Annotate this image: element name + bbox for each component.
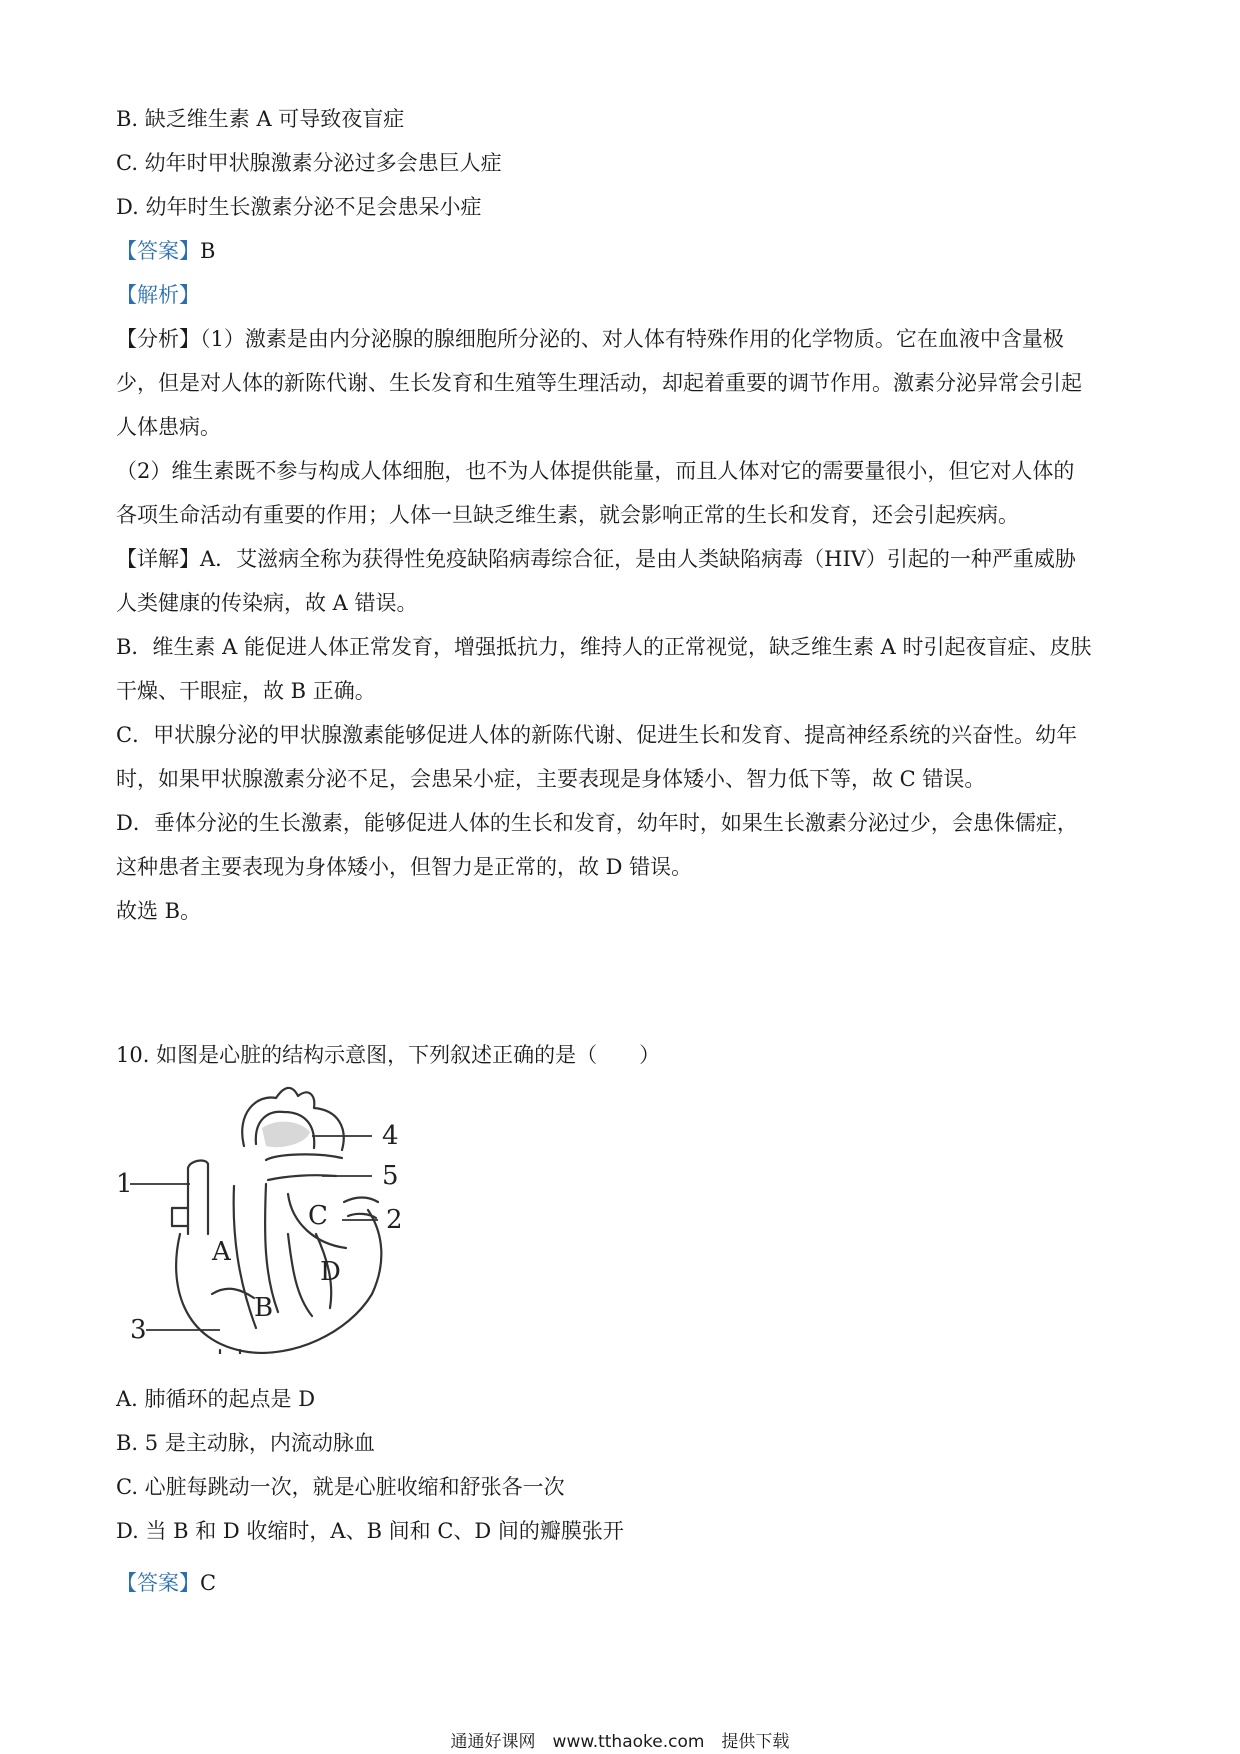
detail-c-line1: C．甲状腺分泌的甲状腺激素能够促进人体的新陈代谢、促进生长和发育、提高神经系统的兴奋性。幼年 — [116, 723, 1078, 747]
q10-stem: 10. 如图是心脏的结构示意图，下列叙述正确的是（ ） — [116, 1043, 661, 1067]
fenxi-text: （1）激素是由内分泌腺的腺细胞所分泌的、对人体有特殊作用的化学物质。它在血液中含量极 — [200, 327, 1064, 351]
label-4: 4 — [382, 1121, 399, 1151]
detail-a-text: A．艾滋病全称为获得性免疫缺陷病毒综合征，是由人类缺陷病毒（HIV）引起的一种严重威胁 — [200, 547, 1076, 571]
q10-option-c: C. 心脏每跳动一次，就是心脏收缩和舒张各一次 — [116, 1475, 565, 1499]
q9-answer — [116, 236, 1126, 266]
analysis-p1-line2: 少，但是对人体的新陈代谢、生长发育和生殖等生理活动，却起着重要的调节作用。激素分泌异常会引起 — [116, 371, 1082, 395]
answer-tag: 【答案】 — [116, 239, 200, 263]
analysis-p2-line1: （2）维生素既不参与构成人体细胞，也不为人体提供能量，而且人体对它的需要量很小，但它对人体的 — [116, 459, 1075, 483]
label-1: 1 — [116, 1169, 133, 1199]
detail-b-line2: 干燥、干眼症，故 B 正确。 — [116, 679, 376, 703]
detail-a-line2: 人类健康的传染病，故 A 错误。 — [116, 591, 418, 615]
heart-diagram — [116, 1084, 416, 1354]
analysis-conclusion: 故选 B。 — [116, 899, 202, 923]
heart-diagram-svg — [116, 1084, 416, 1354]
xiangjie-tag: 【详解】 — [116, 547, 200, 571]
analysis-tag: 【解析】 — [116, 283, 200, 307]
answer-tag: 【答案】 — [116, 1571, 200, 1595]
detail-d-line2: 这种患者主要表现为身体矮小，但智力是正常的，故 D 错误。 — [116, 855, 693, 879]
q10-option-b: B. 5 是主动脉，内流动脉血 — [116, 1431, 375, 1455]
analysis-heading — [116, 280, 1126, 310]
q10-option-d: D. 当 B 和 D 收缩时，A、B 间和 C、D 间的瓣膜张开 — [116, 1519, 624, 1543]
chamber-d-label: D — [320, 1257, 341, 1287]
detail-a-line1 — [116, 544, 1126, 574]
q9-option-c: C. 幼年时甲状腺激素分泌过多会患巨人症 — [116, 151, 502, 175]
q10-answer — [116, 1568, 1126, 1598]
label-3: 3 — [130, 1315, 147, 1345]
label-2: 2 — [386, 1205, 403, 1235]
detail-c-line2: 时，如果甲状腺激素分泌不足，会患呆小症，主要表现是身体矮小、智力低下等，故 C 错误。 — [116, 767, 986, 791]
page-footer: 通通好课网 www.tthaoke.com 提供下载 — [450, 1732, 790, 1752]
fenxi-tag: 【分析】 — [116, 327, 200, 351]
analysis-p2-line2: 各项生命活动有重要的作用；人体一旦缺乏维生素，就会影响正常的生长和发育，还会引起疾病。 — [116, 503, 1019, 527]
chamber-b-label: B — [254, 1293, 274, 1323]
answer-value: B — [200, 239, 216, 263]
q9-option-b: B. 缺乏维生素 A 可导致夜盲症 — [116, 107, 405, 131]
chamber-a-label: A — [212, 1237, 231, 1267]
analysis-p1-line3: 人体患病。 — [116, 415, 221, 439]
detail-b-line1: B．维生素 A 能促进人体正常发育，增强抵抗力，维持人的正常视觉，缺乏维生素 A 时引起夜盲症、皮肤 — [116, 635, 1092, 659]
q10-option-a: A. 肺循环的起点是 D — [116, 1387, 316, 1411]
answer-value: C — [200, 1571, 217, 1595]
chamber-c-label: C — [308, 1201, 328, 1231]
detail-d-line1: D．垂体分泌的生长激素，能够促进人体的生长和发育，幼年时，如果生长激素分泌过少，会患侏儒症， — [116, 811, 1078, 835]
q9-option-d: D. 幼年时生长激素分泌不足会患呆小症 — [116, 195, 482, 219]
label-5: 5 — [382, 1161, 399, 1191]
analysis-p1-line1 — [116, 324, 1126, 354]
